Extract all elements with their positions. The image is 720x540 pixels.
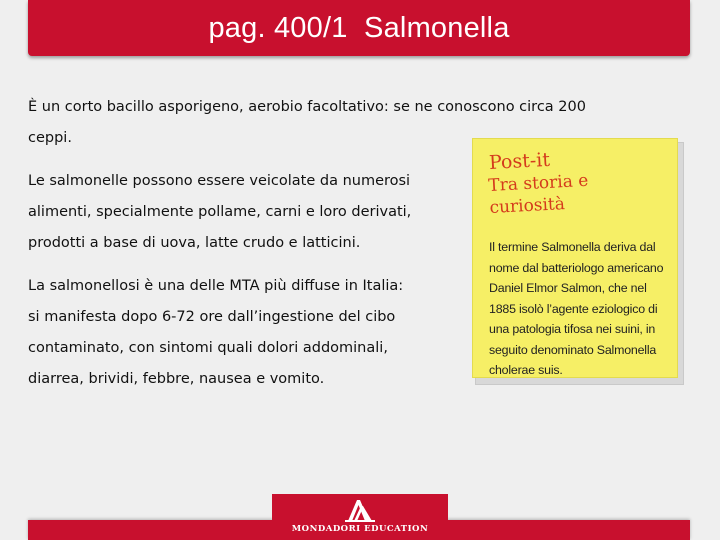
text-line: ceppi.: [28, 130, 72, 146]
postit-line: cholerae suis.: [489, 363, 563, 377]
postit-line: seguito denominato Salmonella: [489, 342, 657, 357]
brand-name: MONDADORI EDUCATION: [291, 524, 429, 534]
postit-line: Daniel Elmor Salmon, che nel: [489, 281, 647, 295]
text-line: È un corto bacillo asporigeno, aerobio facoltativo: se ne conoscono circa 200: [28, 99, 586, 115]
text-line: La salmonellosi è una delle MTA più diffuse in Italia:: [28, 278, 404, 294]
page-title: pag. 400/1 Salmonella: [208, 11, 510, 44]
text-line: alimenti, specialmente pollame, carni e loro derivati,: [28, 204, 412, 220]
postit-heading: Post-it: [488, 148, 551, 174]
brand-logo: [272, 494, 448, 540]
postit-subheading: Tra storia e curiosità: [487, 170, 589, 218]
postit-line: 1885 isolò l’agente eziologico di: [489, 301, 658, 316]
text-line: contaminato, con sintomi quali dolori addominali,: [28, 340, 388, 356]
postit-note: [472, 138, 684, 384]
postit-line: nome dal batteriologo americano: [489, 260, 664, 275]
text-line: diarrea, brividi, febbre, nausea e vomito.: [28, 371, 325, 387]
text-line: Le salmonelle possono essere veicolate da numerosi: [28, 173, 411, 189]
title-bar: [28, 0, 690, 56]
postit-line: una patologia tifosa nei suini, in: [489, 322, 656, 336]
postit-card: [472, 138, 678, 378]
postit-body: [489, 237, 667, 381]
text-line: prodotti a base di uova, latte crudo e latticini.: [28, 235, 361, 251]
postit-header: [487, 148, 667, 219]
text-line: si manifesta dopo 6-72 ore dall’ingestione del cibo: [28, 309, 396, 325]
postit-line: Il termine Salmonella deriva dal: [489, 240, 656, 254]
mondadori-logo-icon: [342, 498, 378, 522]
